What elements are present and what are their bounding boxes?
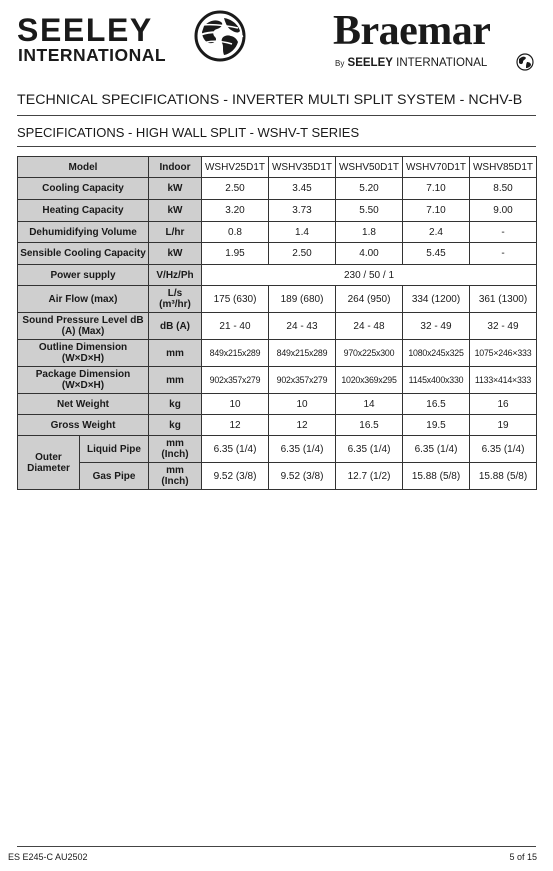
row-label: Air Flow (max) — [18, 286, 149, 313]
value-cell: 6.35 (1/4) — [403, 436, 470, 463]
value-cell: 6.35 (1/4) — [336, 436, 403, 463]
value-cell: 3.73 — [269, 200, 336, 222]
braemar-logo — [333, 10, 533, 72]
table-row — [18, 340, 537, 367]
document-code: ES E245-C AU2502 — [8, 852, 88, 862]
value-cell: 9.52 (3/8) — [202, 463, 269, 490]
value-cell: 1080x245x325 — [403, 340, 470, 367]
section-subtitle: SPECIFICATIONS - HIGH WALL SPLIT - WSHV-T SERIES — [17, 125, 360, 140]
row-unit: dB (A) — [149, 313, 202, 340]
row-unit: kg — [149, 415, 202, 436]
value-cell: 21 - 40 — [202, 313, 269, 340]
value-cell: 15.88 (5/8) — [470, 463, 537, 490]
value-cell: 4.00 — [336, 243, 403, 265]
table-row — [18, 178, 537, 200]
unit-line: mm — [166, 438, 184, 449]
page-number: 5 of 15 — [509, 852, 537, 862]
small-globe-icon — [516, 53, 534, 71]
table-row — [18, 200, 537, 222]
value-cell: 14 — [336, 394, 403, 415]
unit-line: (Inch) — [161, 476, 189, 487]
power-supply-value: 230 / 50 / 1 — [202, 265, 537, 286]
value-cell: 15.88 (5/8) — [403, 463, 470, 490]
table-row — [18, 415, 537, 436]
value-cell: 10 — [202, 394, 269, 415]
label-line: (W×D×H) — [61, 353, 105, 364]
by-text: By — [335, 59, 345, 68]
value-cell: 970x225x300 — [336, 340, 403, 367]
table-row — [18, 394, 537, 415]
row-unit — [149, 436, 202, 463]
subtitle-divider — [17, 146, 536, 147]
row-label: Sensible Cooling Capacity — [18, 243, 149, 265]
value-cell: 12 — [269, 415, 336, 436]
brand-seeley-text: SEELEY — [17, 12, 153, 48]
value-cell: 19.5 — [403, 415, 470, 436]
row-unit: kW — [149, 243, 202, 265]
value-cell: 16.5 — [336, 415, 403, 436]
model-name-cell: WSHV70D1T — [403, 157, 470, 178]
table-row — [18, 313, 537, 340]
row-label: Gross Weight — [18, 415, 149, 436]
value-cell: 902x357x279 — [202, 367, 269, 394]
specifications-table — [17, 156, 537, 490]
label-line: Outline Dimension — [38, 342, 128, 353]
value-cell: - — [470, 222, 537, 243]
table-row — [18, 463, 537, 490]
value-cell: 2.4 — [403, 222, 470, 243]
value-cell: 2.50 — [202, 178, 269, 200]
value-cell: 32 - 49 — [403, 313, 470, 340]
value-cell: 9.52 (3/8) — [269, 463, 336, 490]
model-name-cell: WSHV35D1T — [269, 157, 336, 178]
value-cell: 849x215x289 — [269, 340, 336, 367]
row-label — [18, 367, 149, 394]
value-cell: 5.45 — [403, 243, 470, 265]
row-unit: mm — [149, 367, 202, 394]
row-label: Power supply — [18, 265, 149, 286]
row-label: Gas Pipe — [80, 463, 149, 490]
row-unit: V/Hz/Ph — [149, 265, 202, 286]
label-line: (A) (Max) — [61, 326, 105, 337]
value-cell: 264 (950) — [336, 286, 403, 313]
value-cell: 5.20 — [336, 178, 403, 200]
table-row — [18, 286, 537, 313]
value-cell: 1.8 — [336, 222, 403, 243]
value-cell: 10 — [269, 394, 336, 415]
value-cell: 24 - 43 — [269, 313, 336, 340]
value-cell: 6.35 (1/4) — [470, 436, 537, 463]
table-header-row — [18, 157, 537, 178]
row-unit — [149, 286, 202, 313]
row-unit: L/hr — [149, 222, 202, 243]
label-line: Outer — [35, 451, 62, 463]
value-cell: 902x357x279 — [269, 367, 336, 394]
value-cell: 7.10 — [403, 200, 470, 222]
value-cell: 6.35 (1/4) — [202, 436, 269, 463]
value-cell: 9.00 — [470, 200, 537, 222]
table-row — [18, 265, 537, 286]
value-cell: 1020x369x295 — [336, 367, 403, 394]
value-cell: 1.95 — [202, 243, 269, 265]
value-cell: 12 — [202, 415, 269, 436]
row-unit: mm — [149, 340, 202, 367]
brand-international-text: INTERNATIONAL — [18, 45, 167, 65]
value-cell: 7.10 — [403, 178, 470, 200]
row-label — [18, 313, 149, 340]
unit-line: mm — [166, 465, 184, 476]
value-cell: 8.50 — [470, 178, 537, 200]
value-cell: 1133×414×333 — [470, 367, 537, 394]
unit-line: (m³/hr) — [159, 299, 191, 310]
indoor-header: Indoor — [149, 157, 202, 178]
value-cell: 0.8 — [202, 222, 269, 243]
value-cell: 361 (1300) — [470, 286, 537, 313]
by-seeley-line — [335, 56, 487, 71]
label-line: Diameter — [27, 462, 70, 474]
row-unit: kW — [149, 178, 202, 200]
value-cell: 12.7 (1/2) — [336, 463, 403, 490]
value-cell: 189 (680) — [269, 286, 336, 313]
table-row — [18, 243, 537, 265]
value-cell: 1075×246×333 — [470, 340, 537, 367]
model-name-cell: WSHV25D1T — [202, 157, 269, 178]
globe-icon — [194, 10, 246, 62]
value-cell: 1.4 — [269, 222, 336, 243]
row-label: Heating Capacity — [18, 200, 149, 222]
value-cell: 334 (1200) — [403, 286, 470, 313]
row-unit: kW — [149, 200, 202, 222]
value-cell: 16 — [470, 394, 537, 415]
label-line: (W×D×H) — [61, 380, 105, 391]
value-cell: 6.35 (1/4) — [269, 436, 336, 463]
value-cell: 16.5 — [403, 394, 470, 415]
value-cell: 849x215x289 — [202, 340, 269, 367]
model-header: Model — [18, 157, 149, 178]
document-title: TECHNICAL SPECIFICATIONS - INVERTER MULTI SPLIT SYSTEM - NCHV-B — [17, 92, 523, 108]
table-row — [18, 222, 537, 243]
row-label: Net Weight — [18, 394, 149, 415]
unit-line: L/s — [167, 288, 183, 299]
table-row — [18, 367, 537, 394]
row-label: Dehumidifying Volume — [18, 222, 149, 243]
model-name-cell: WSHV50D1T — [336, 157, 403, 178]
value-cell: 5.50 — [336, 200, 403, 222]
value-cell: 32 - 49 — [470, 313, 537, 340]
value-cell: 2.50 — [269, 243, 336, 265]
value-cell: 19 — [470, 415, 537, 436]
seeley-international-logo — [17, 12, 232, 70]
by-seeley-text: SEELEY — [347, 57, 393, 69]
row-unit: kg — [149, 394, 202, 415]
brand-braemar-text: Braemar — [333, 8, 491, 54]
by-international-text: INTERNATIONAL — [396, 57, 488, 69]
label-line: Sound Pressure Level dB — [22, 315, 144, 326]
table-row — [18, 436, 537, 463]
model-name-cell: WSHV85D1T — [470, 157, 537, 178]
value-cell: 24 - 48 — [336, 313, 403, 340]
value-cell: 1145x400x330 — [403, 367, 470, 394]
row-label — [18, 340, 149, 367]
value-cell: - — [470, 243, 537, 265]
title-divider — [17, 115, 536, 116]
value-cell: 3.45 — [269, 178, 336, 200]
row-label: Liquid Pipe — [80, 436, 149, 463]
label-line: Package Dimension — [35, 369, 131, 380]
row-unit — [149, 463, 202, 490]
outer-diameter-label — [18, 436, 80, 490]
unit-line: (Inch) — [161, 449, 189, 460]
row-label: Cooling Capacity — [18, 178, 149, 200]
footer-divider — [17, 846, 536, 847]
value-cell: 175 (630) — [202, 286, 269, 313]
value-cell: 3.20 — [202, 200, 269, 222]
